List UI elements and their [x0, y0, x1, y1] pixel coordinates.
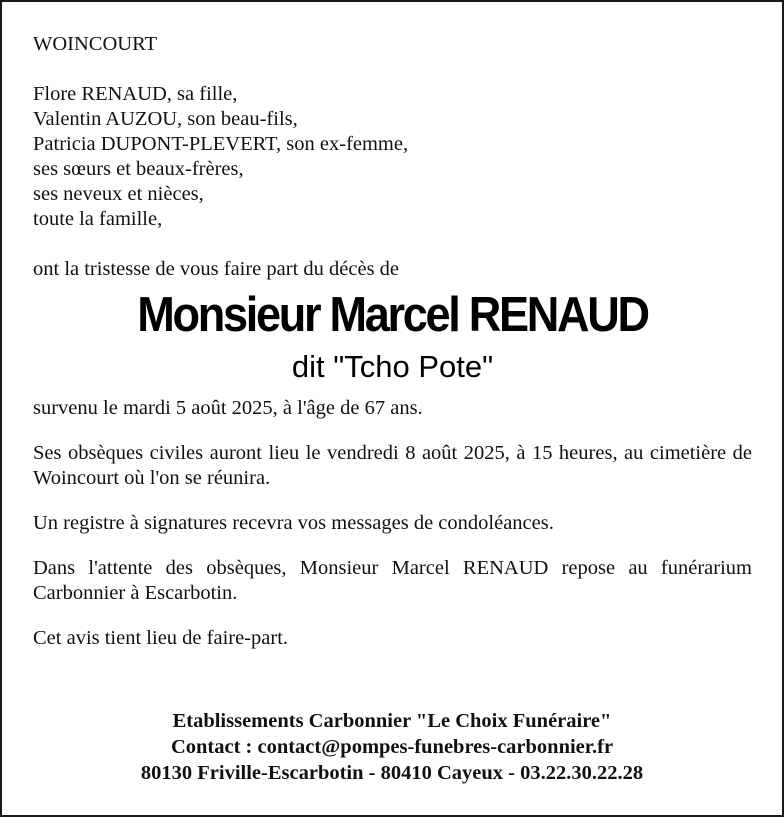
spacer: [33, 491, 752, 511]
funeral-info: Ses obsèques civiles auront lieu le vendredi 8 août 2025, à 15 heures, au cimetière de Woincourt où l'on se réunira.: [33, 442, 752, 489]
deceased-nickname: dit "Tcho Pote": [291, 349, 494, 384]
closing-text: Cet avis tient lieu de faire-part.: [33, 627, 289, 649]
spacer: [33, 232, 752, 257]
spacer: [33, 536, 752, 556]
company-name: Etablissements Carbonnier "Le Choix Funéraire": [172, 710, 612, 732]
announcement-text: ont la tristesse de vous faire part du décès de: [33, 258, 400, 280]
death-info: survenu le mardi 5 août 2025, à l'âge de 67 ans.: [33, 397, 423, 419]
family-list: [33, 82, 752, 232]
town-name: WOINCOURT: [33, 33, 158, 55]
deceased-name: Monsieur Marcel RENAUD: [137, 288, 648, 342]
funeral-home-footer: [2, 708, 782, 786]
family-line: Flore RENAUD, sa fille,: [33, 83, 238, 105]
contact-line: Contact : contact@pompes-funebres-carbonnier.fr: [170, 736, 614, 758]
family-line: ses neveux et nièces,: [33, 183, 204, 205]
address-line: 80130 Friville-Escarbotin - 80410 Cayeux - 03.22.30.22.28: [140, 762, 644, 784]
family-line: Valentin AUZOU, son beau-fils,: [33, 108, 298, 130]
spacer: [33, 421, 752, 441]
family-line: ses sœurs et beaux-frères,: [33, 158, 244, 180]
spacer: [33, 606, 752, 626]
family-line: toute la famille,: [33, 208, 163, 230]
spacer: [33, 57, 752, 82]
family-line: Patricia DUPONT-PLEVERT, son ex-femme,: [33, 133, 409, 155]
repose-info: Dans l'attente des obsèques, Monsieur Marcel RENAUD repose au funérarium Carbonnier à Escarbotin.: [33, 557, 752, 604]
registry-info: Un registre à signatures recevra vos messages de condoléances.: [33, 512, 554, 534]
